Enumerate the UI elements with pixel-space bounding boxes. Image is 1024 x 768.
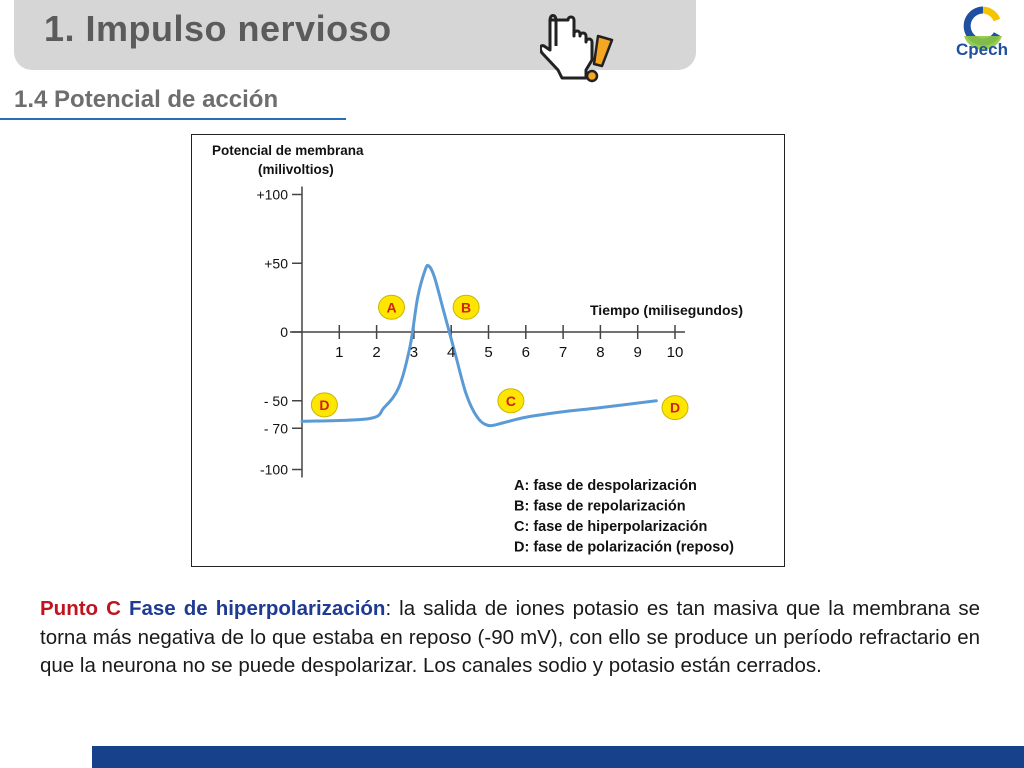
x-tick-label-8: 9	[633, 344, 642, 361]
description-text: : la salida de iones potasio es tan masiva que la membrana se torna más negativa de lo que estaba en reposo (-90 mV), con ello se produce un período refractario en que la neurona no se puede despolarizar. Los canales sodio y potasio están cerrados.	[40, 597, 980, 677]
phase-label: Fase de hiperpolarización	[128, 597, 386, 620]
y-axis-unit: (milivoltios)	[258, 162, 334, 177]
chart-labels	[212, 143, 743, 556]
point-label: Punto C	[40, 597, 121, 620]
y-tick-label-2: 0	[280, 324, 288, 340]
y-tick-label-5: -100	[259, 461, 288, 478]
page-title: 1. Impulso nervioso	[44, 8, 392, 49]
x-tick-label-4: 5	[484, 344, 493, 361]
legend-entry-3: D: fase de polarización (reposo)	[514, 539, 734, 556]
phase-marker-label-2: C	[505, 392, 516, 409]
subtitle-underline	[0, 118, 346, 120]
phase-marker-label-3: D	[319, 396, 330, 413]
legend-entry-2: C: fase de hiperpolarización	[514, 519, 708, 535]
description-paragraph	[40, 595, 980, 681]
x-tick-label-6: 7	[558, 344, 568, 361]
y-tick-label-4: - 70	[263, 420, 288, 437]
x-tick-label-7: 8	[596, 344, 605, 361]
chart-svg	[192, 135, 784, 566]
section-subtitle: 1.4 Potencial de acción	[14, 86, 279, 113]
phase-marker-label-0: A	[386, 299, 397, 316]
phase-marker-label-4: D	[669, 399, 681, 416]
action-potential-chart	[191, 134, 785, 567]
x-tick-label-1: 2	[372, 344, 381, 361]
x-axis-title: Tiempo (milisegundos)	[590, 302, 743, 318]
phase-marker-label-1: B	[461, 299, 472, 316]
x-tick-label-5: 6	[521, 344, 530, 361]
y-tick-label-0: +100	[256, 186, 288, 203]
footer-bar	[92, 746, 1024, 768]
chart-plot	[302, 265, 688, 425]
logo-text: Cpech	[956, 40, 1008, 59]
x-tick-label-9: 10	[666, 344, 684, 361]
pointing-hand-exclamation-icon	[540, 6, 618, 90]
y-axis-title: Potencial de membrana	[212, 143, 364, 158]
chart-axes	[290, 187, 685, 478]
legend-entry-1: B: fase de repolarización	[514, 498, 686, 515]
x-tick-label-2: 3	[409, 344, 419, 361]
y-tick-label-3: - 50	[263, 392, 288, 409]
x-tick-label-0: 1	[335, 344, 344, 361]
y-tick-label-1: +50	[264, 255, 288, 272]
legend-entry-0: A: fase de despolarización	[514, 478, 697, 494]
x-tick-label-3: 4	[447, 344, 456, 361]
